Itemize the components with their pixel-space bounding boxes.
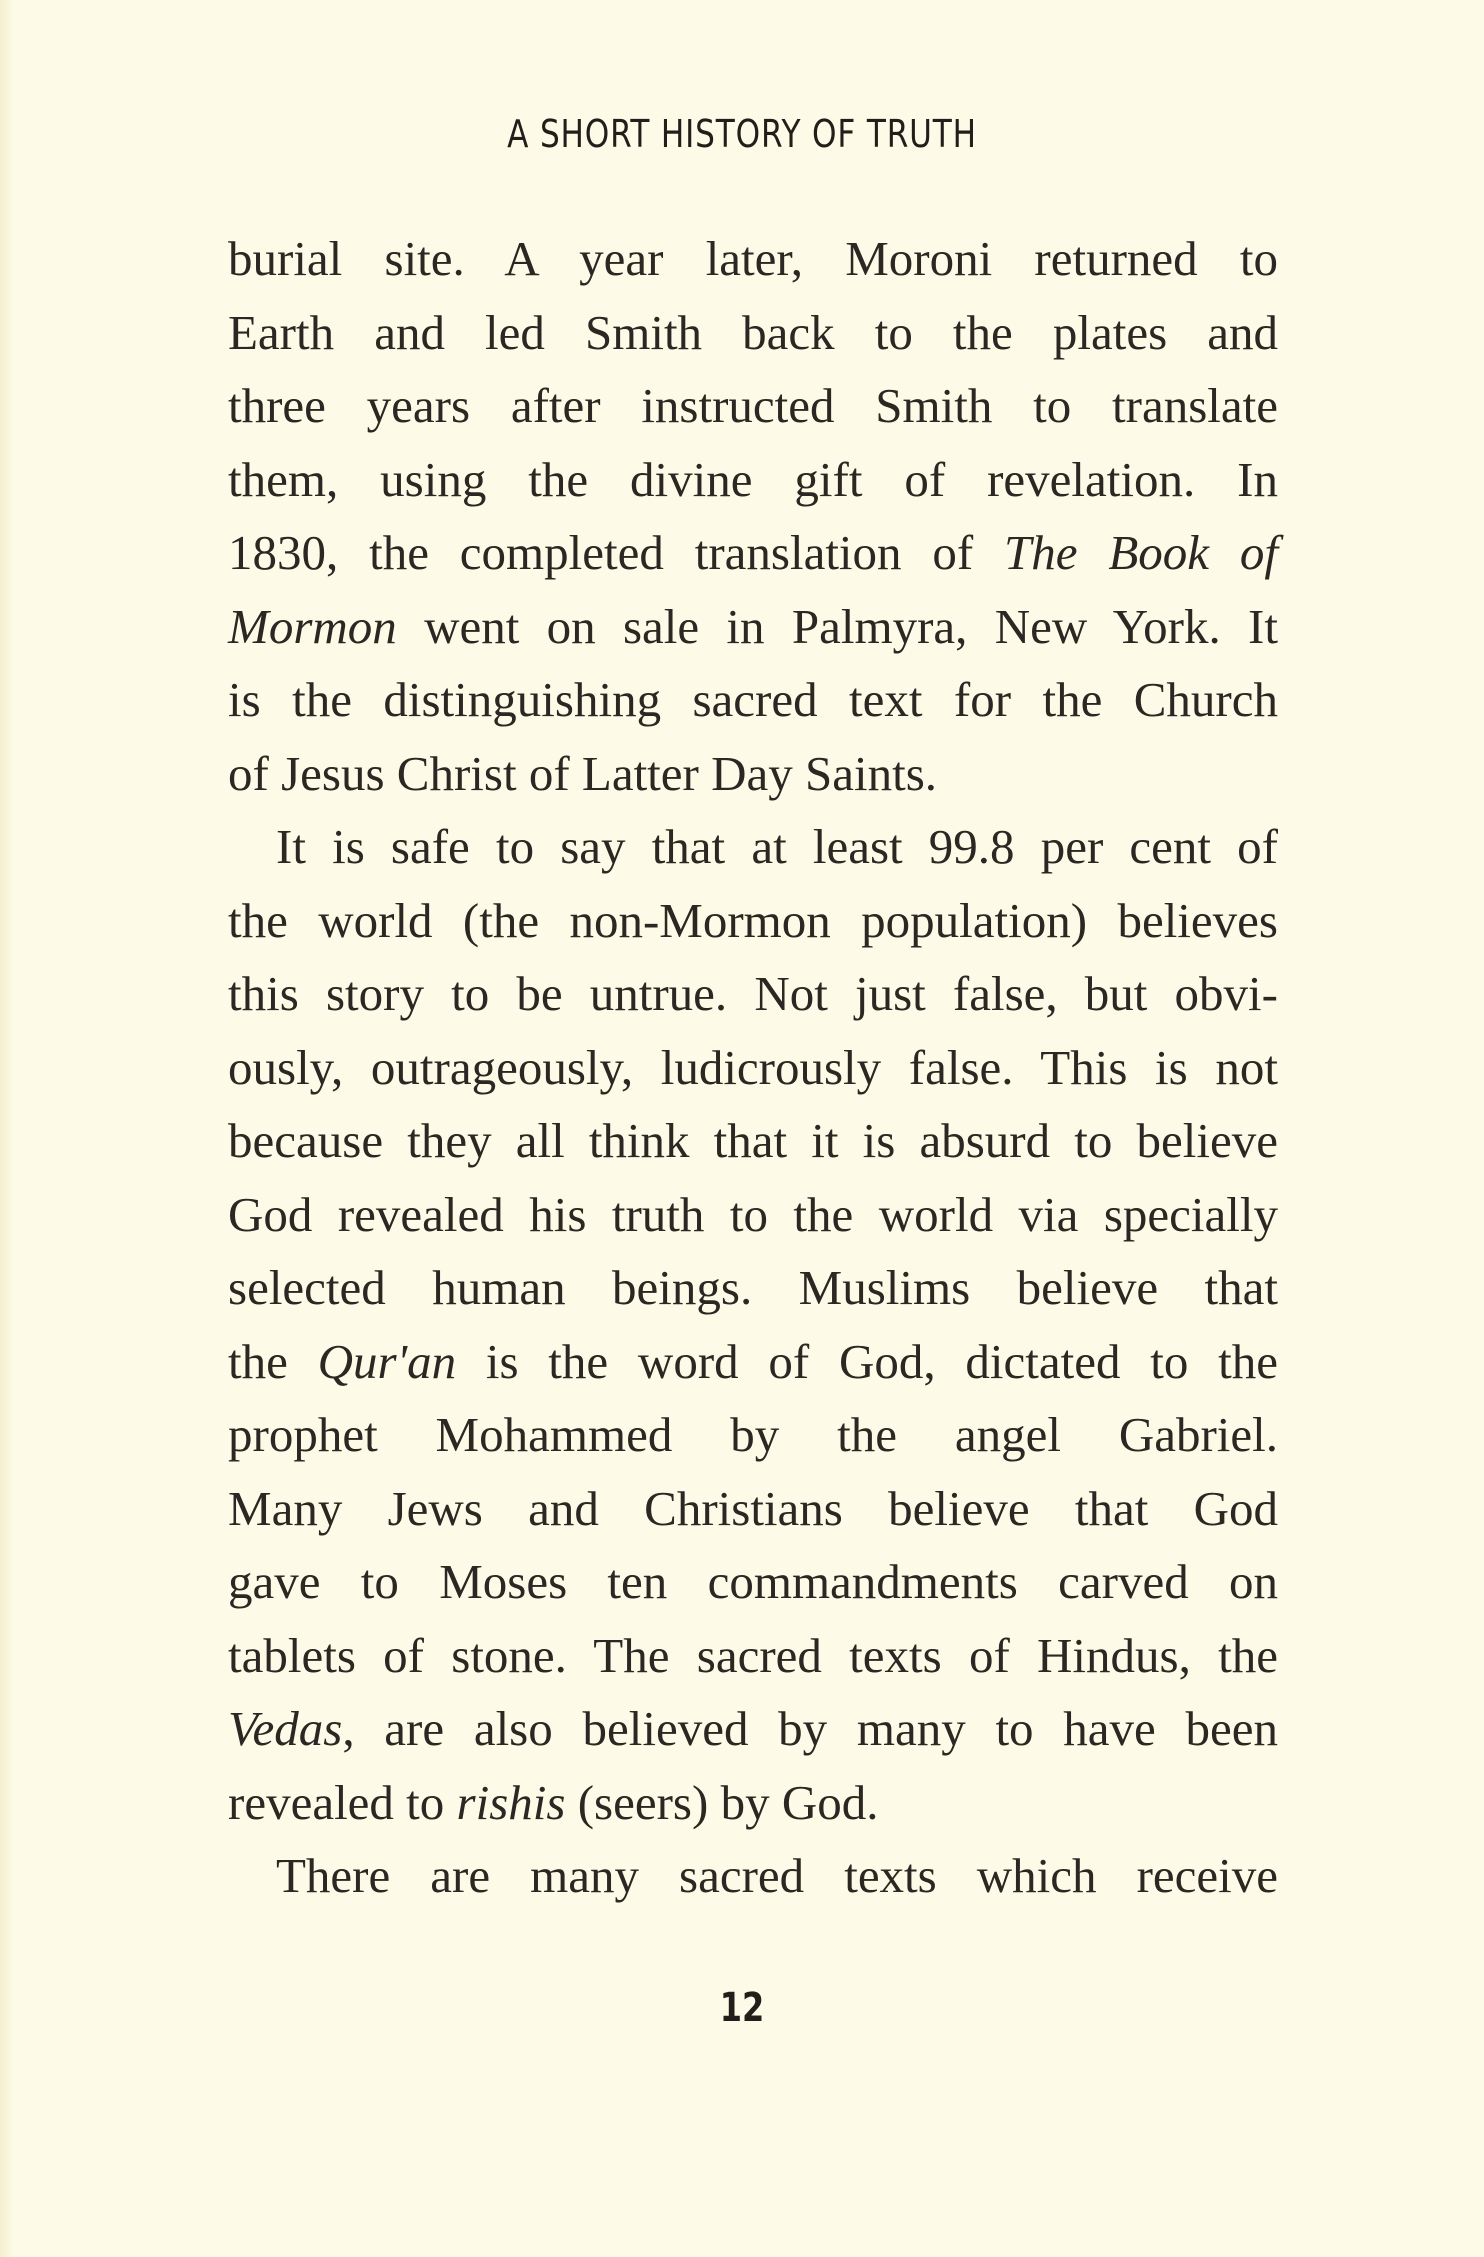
text-line: selected human beings. Muslims believe that	[228, 1260, 1278, 1315]
text-line: because they all think that it is absurd to believe	[228, 1113, 1278, 1168]
text-line: three years after instructed Smith to translate	[228, 378, 1278, 433]
text-line: Mormon went on sale in Palmyra, New York. It	[228, 598, 1278, 654]
text-line: them, using the divine gift of revelation. In	[228, 451, 1278, 507]
running-title: A SHORT HISTORY OF TRUTH	[507, 112, 977, 156]
italic-title: Vedas	[228, 1701, 343, 1756]
italic-title: Mormon	[228, 598, 397, 654]
italic-title: The Book of	[1004, 525, 1278, 580]
page-edge	[0, 0, 14, 2257]
text-line: ously, outrageously, ludicrously false. This is not	[228, 1039, 1278, 1095]
text-line: 1830, the completed translation of The Book of	[228, 525, 1278, 580]
text-line: gave to Moses ten commandments carved on	[228, 1554, 1278, 1609]
text-line: is the distinguishing sacred text for the Church	[228, 672, 1278, 727]
text-line: Vedas, are also believed by many to have been	[228, 1701, 1278, 1756]
paragraph-1	[228, 222, 1278, 810]
text-line: Earth and led Smith back to the plates and	[228, 304, 1278, 360]
text-line: There are many sacred texts which receive	[276, 1848, 1278, 1903]
text-line: prophet Mohammed by the angel Gabriel.	[228, 1407, 1278, 1462]
paragraph-2	[228, 810, 1278, 1839]
text-line: It is safe to say that at least 99.8 per cent of	[276, 819, 1278, 874]
body-text	[228, 222, 1278, 1913]
paragraph-3	[228, 1839, 1278, 1913]
text-line: Many Jews and Christians believe that God	[228, 1480, 1278, 1536]
text-line: burial site. A year later, Moroni returned to	[228, 231, 1278, 286]
text-line: this story to be untrue. Not just false, but obvi-	[228, 966, 1278, 1021]
text-line: God revealed his truth to the world via specially	[228, 1186, 1278, 1242]
text-line: the world (the non-Mormon population) believes	[228, 892, 1278, 948]
text-line: of Jesus Christ of Latter Day Saints.	[228, 745, 938, 801]
text-line: tablets of stone. The sacred texts of Hindus, the	[228, 1627, 1278, 1683]
page-number: 12	[719, 1985, 765, 2031]
italic-title: rishis	[456, 1774, 566, 1830]
text-line: the Qur'an is the word of God, dictated to the	[228, 1333, 1278, 1389]
text-line: revealed to rishis (seers) by God.	[228, 1774, 879, 1830]
italic-title: Qur'an	[317, 1333, 457, 1389]
